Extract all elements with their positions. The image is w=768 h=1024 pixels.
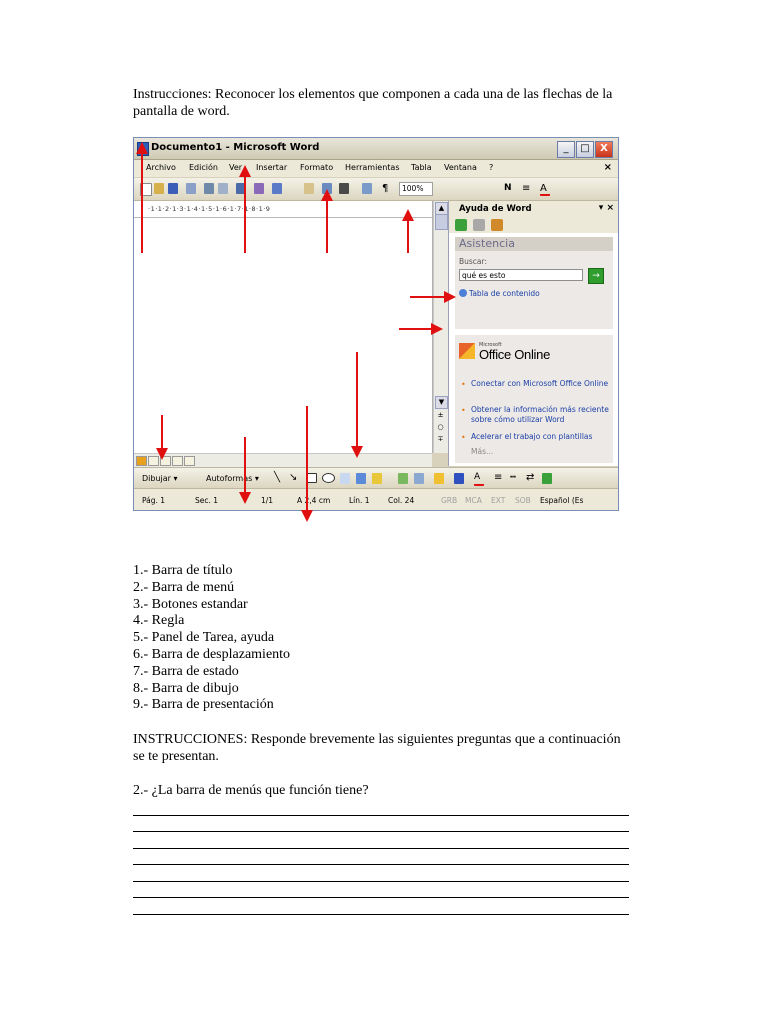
drawing-toolbar [134, 467, 618, 488]
reading-view-icon[interactable] [184, 456, 195, 466]
office-online-title: Office Online [479, 347, 551, 362]
answer-line[interactable] [133, 816, 629, 833]
open-icon[interactable] [154, 183, 164, 194]
answer-line[interactable] [133, 898, 629, 915]
answer-line[interactable] [133, 832, 629, 849]
line-color-icon[interactable] [454, 473, 464, 484]
close-doc-icon[interactable]: × [603, 162, 612, 173]
menu-edicion[interactable]: Edición [189, 163, 218, 172]
spelling-icon[interactable] [236, 183, 246, 194]
clipart-icon[interactable] [398, 473, 408, 484]
status-page: Pág. 1 [142, 496, 166, 505]
hyperlink-icon[interactable] [304, 183, 314, 194]
status-grb[interactable]: GRB [441, 496, 458, 505]
menu-archivo[interactable]: Archivo [146, 163, 176, 172]
arrow-style-icon[interactable]: ⇄ [526, 472, 535, 483]
arrow-tool-icon[interactable]: ↘ [289, 472, 298, 483]
bullet-icon: • [461, 406, 466, 415]
columns-icon[interactable] [339, 183, 349, 194]
paragraph-mark-icon[interactable]: ¶ [382, 183, 389, 194]
list-item: 4.- Regla [133, 613, 185, 629]
menu-bar [134, 160, 618, 177]
status-language[interactable]: Español (Es [540, 496, 584, 505]
diagram-icon[interactable] [372, 473, 382, 484]
zoom-select[interactable]: 100% [399, 182, 433, 196]
status-mca[interactable]: MCA [465, 496, 482, 505]
menu-help[interactable]: ? [489, 163, 494, 172]
document-area[interactable] [134, 201, 433, 453]
outline-view-icon[interactable] [172, 456, 183, 466]
line-icon[interactable]: ╲ [274, 472, 281, 483]
status-column: Col. 24 [388, 496, 415, 505]
align-center-icon[interactable]: ≡ [522, 183, 531, 194]
research-icon[interactable] [254, 183, 264, 194]
search-label: Buscar: [459, 257, 488, 266]
print-icon[interactable] [204, 183, 214, 194]
ruler[interactable] [134, 201, 432, 218]
scroll-down-icon[interactable]: ▼ [435, 396, 448, 409]
instructions-2-text: INSTRUCCIONES: Responde brevemente las siguientes preguntas que a continuación se te presentan. [133, 732, 621, 764]
status-ext[interactable]: EXT [491, 496, 506, 505]
draw-font-color-icon[interactable]: A [474, 473, 484, 486]
standard-toolbar [134, 178, 618, 201]
status-line: Lín. 1 [349, 496, 370, 505]
oval-icon[interactable] [322, 473, 335, 483]
normal-view-icon[interactable] [136, 456, 147, 466]
web-view-icon[interactable] [148, 456, 159, 466]
wordart-icon[interactable] [356, 473, 366, 484]
elements-list [133, 563, 290, 714]
assistance-section [455, 237, 613, 329]
task-pane-header [449, 201, 619, 217]
status-bar [134, 488, 618, 511]
answer-line[interactable] [133, 849, 629, 866]
assistance-title: Asistencia [459, 237, 515, 250]
print-preview-icon[interactable] [218, 183, 228, 194]
toc-icon [459, 289, 467, 297]
dash-style-icon[interactable]: ┅ [510, 472, 517, 483]
font-color-icon[interactable]: A [540, 183, 550, 196]
office-online-section: Microsoft Office Online • Conectar con Microsoft Office Online • Obtener la información más reciente sobre cómo utilizar Word • Acelerar el trabajo con plantillas Más... [455, 335, 613, 463]
window-title: Documento1 - Microsoft Word [151, 142, 320, 153]
list-item: 9.- Barra de presentación [133, 697, 274, 713]
home-icon[interactable] [491, 219, 503, 231]
image-icon[interactable] [414, 473, 424, 484]
browse-object-icon[interactable]: ○ [437, 423, 444, 431]
bullet-icon: • [461, 433, 466, 442]
question-2: 2.- ¿La barra de menús que función tiene? [133, 783, 369, 798]
title-bar [134, 138, 618, 160]
task-pane-nav [449, 217, 619, 233]
fill-color-icon[interactable] [434, 473, 444, 484]
bold-icon[interactable]: N [504, 183, 512, 193]
permission-icon[interactable] [186, 183, 196, 194]
list-item: 7.- Barra de estado [133, 663, 239, 679]
bullet-icon: • [461, 380, 466, 389]
back-icon[interactable] [455, 219, 467, 231]
list-item: 1.- Barra de título [133, 563, 233, 578]
task-pane [448, 201, 619, 466]
close-button[interactable]: X [595, 141, 613, 158]
task-pane-controls[interactable]: ▾ × [598, 203, 614, 213]
assistance-header [455, 237, 613, 251]
drawing-toggle-icon[interactable] [362, 183, 372, 194]
menu-insertar[interactable]: Insertar [256, 163, 288, 172]
status-section: Sec. 1 [195, 496, 219, 505]
answer-lines[interactable] [133, 799, 629, 915]
forward-icon[interactable] [473, 219, 485, 231]
search-go-button[interactable]: → [588, 268, 604, 284]
menu-tabla[interactable]: Tabla [411, 163, 432, 172]
word-icon [137, 142, 149, 156]
scroll-thumb[interactable] [435, 214, 448, 230]
instructions-text: Instrucciones: Reconocer los elementos que componen a cada una de las flechas de la pantalla de word. [133, 87, 613, 119]
prev-page-icon[interactable]: ± [437, 411, 444, 419]
menu-herramientas[interactable]: Herramientas [345, 163, 400, 172]
vertical-scrollbar[interactable] [433, 201, 448, 453]
status-pages: 1/1 [261, 496, 274, 505]
answer-line[interactable] [133, 799, 629, 816]
shadow-icon[interactable] [542, 473, 552, 484]
answer-line[interactable] [133, 865, 629, 882]
list-item: 8.- Barra de dibujo [133, 680, 239, 696]
answer-line[interactable] [133, 882, 629, 899]
draw-menu[interactable]: Dibujar ▾ [142, 474, 178, 483]
list-item: 6.- Barra de desplazamiento [133, 646, 291, 662]
menu-ver[interactable]: Ver [229, 163, 243, 172]
menu-ventana[interactable]: Ventana [444, 163, 477, 172]
new-icon[interactable] [140, 183, 152, 196]
scroll-up-icon[interactable]: ▲ [435, 202, 448, 215]
textbox-icon[interactable] [340, 473, 350, 484]
maximize-button[interactable]: □ [576, 141, 594, 158]
toc-link[interactable]: Tabla de contenido [469, 289, 540, 298]
list-item: 2.- Barra de menú [133, 579, 235, 595]
list-item: 3.- Botones estandar [133, 596, 248, 612]
table-icon[interactable] [322, 183, 332, 194]
rectangle-icon[interactable] [306, 473, 317, 483]
horizontal-scrollbar[interactable] [134, 453, 432, 467]
menu-formato[interactable]: Formato [300, 163, 334, 172]
autoshapes-menu[interactable]: Autoformas ▾ [206, 474, 259, 483]
list-item: 5.- Panel de Tarea, ayuda [133, 630, 275, 646]
search-input[interactable]: qué es esto [459, 269, 583, 281]
task-pane-title: Ayuda de Word [459, 204, 532, 214]
next-page-icon[interactable]: ∓ [437, 435, 444, 443]
print-view-icon[interactable] [160, 456, 171, 466]
word-screenshot [133, 137, 619, 511]
save-icon[interactable] [168, 183, 178, 194]
ruler-marks: ·1·1·2·1·3·1·4·1·5·1·6·1·7·1·8·1·9 [148, 205, 271, 213]
status-sob[interactable]: SOB [515, 496, 531, 505]
minimize-button[interactable]: _ [557, 141, 575, 158]
office-logo-icon [459, 343, 475, 359]
undo-icon[interactable] [272, 183, 282, 194]
office-microsoft-label: Microsoft [479, 342, 502, 348]
line-style-icon[interactable]: ≡ [494, 472, 503, 483]
status-position: A 2,4 cm [297, 496, 331, 505]
